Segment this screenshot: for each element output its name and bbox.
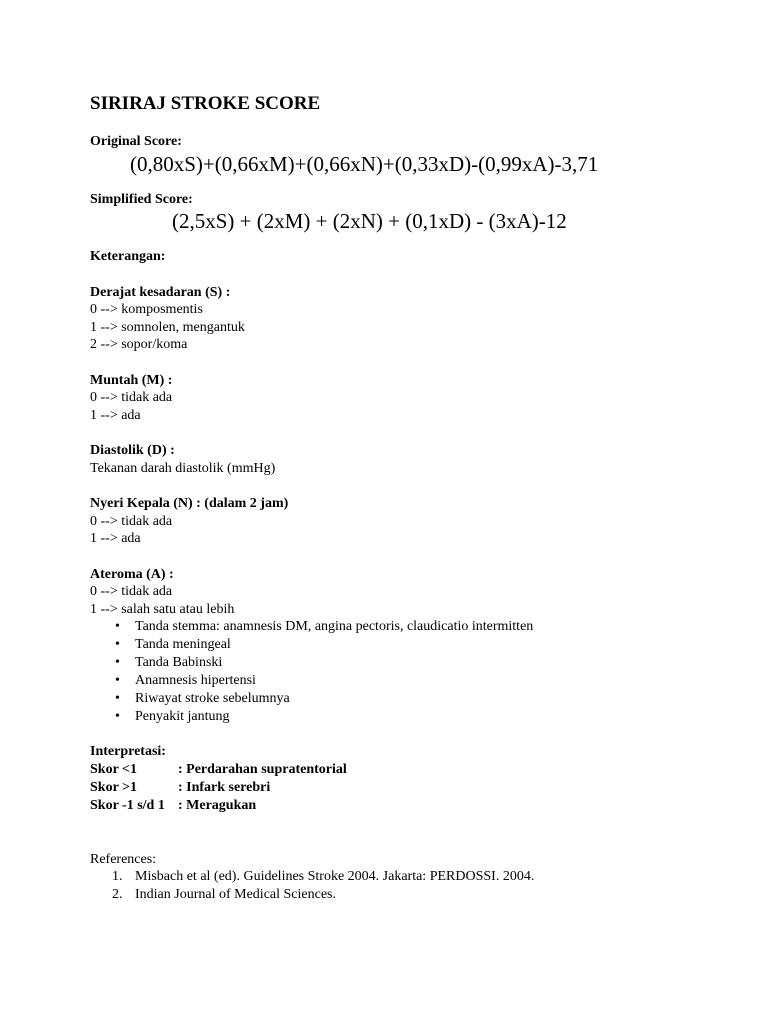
muntah-item: 1 --> ada — [90, 407, 141, 423]
original-score-formula: (0,80xS)+(0,66xM)+(0,66xN)+(0,33xD)-(0,99xA)-3,71 — [130, 151, 599, 176]
ateroma-item: 1 --> salah satu atau lebih — [90, 601, 235, 617]
section-diastolik — [90, 442, 730, 477]
simplified-score-label: Simplified Score: — [90, 191, 193, 207]
diastolik-label: Diastolik (D) : — [90, 443, 175, 458]
bullet-icon: • — [115, 672, 120, 688]
ateroma-item: 0 --> tidak ada — [90, 584, 173, 599]
bullet-list-item — [90, 654, 730, 672]
section-ateroma — [90, 566, 730, 726]
section-nyeri-kepala — [90, 495, 730, 548]
reference-item — [90, 886, 730, 904]
section-interpretasi — [90, 743, 730, 815]
bullet-icon: • — [115, 619, 120, 634]
derajat-item: 2 --> sopor/koma — [90, 337, 188, 352]
nyeri-label: Nyeri Kepala (N) : (dalam 2 jam) — [90, 496, 289, 511]
bullet-icon: • — [115, 636, 120, 652]
bullet-icon: • — [115, 690, 120, 706]
nyeri-item: 1 --> ada — [90, 531, 141, 546]
bullet-list-item — [90, 708, 730, 726]
bullet-icon: • — [115, 708, 120, 724]
ateroma-bullet-list — [90, 618, 730, 725]
references-list — [90, 868, 730, 904]
bullet-icon: • — [115, 654, 120, 670]
bullet-text: Tanda stemma: anamnesis DM, angina pectoris, claudicatio intermitten — [135, 619, 534, 634]
section-derajat-kesadaran — [90, 284, 730, 354]
interpretasi-row — [90, 761, 730, 779]
bullet-list-item — [90, 618, 730, 636]
bullet-list-item — [90, 636, 730, 654]
bullet-text: Tanda meningeal — [135, 636, 231, 652]
bullet-list-item — [90, 672, 730, 690]
bullet-text: Tanda Babinski — [135, 654, 223, 670]
keterangan-heading: Keterangan: — [90, 249, 166, 264]
skor-range: Skor -1 s/d 1 — [90, 797, 165, 813]
reference-number: 1. — [112, 869, 123, 885]
bullet-text: Anamnesis hipertensi — [135, 672, 256, 688]
document-page — [90, 92, 730, 904]
references-label: References: — [90, 851, 157, 867]
skor-result: : Perdarahan supratentorial — [178, 761, 347, 777]
section-muntah — [90, 372, 730, 425]
reference-text: Indian Journal of Medical Sciences. — [135, 887, 336, 903]
interpretasi-row — [90, 779, 730, 797]
muntah-item: 0 --> tidak ada — [90, 390, 173, 405]
skor-range: Skor <1 — [90, 761, 138, 777]
nyeri-item: 0 --> tidak ada — [90, 513, 173, 529]
interpretasi-label: Interpretasi: — [90, 744, 166, 760]
derajat-label: Derajat kesadaran (S) : — [90, 284, 231, 300]
bullet-list-item — [90, 690, 730, 708]
bullet-text: Penyakit jantung — [135, 708, 230, 724]
skor-result: : Infark serebri — [178, 779, 271, 795]
diastolik-item: Tekanan darah diastolik (mmHg) — [90, 460, 276, 476]
bullet-text: Riwayat stroke sebelumnya — [135, 690, 290, 706]
derajat-item: 0 --> komposmentis — [90, 302, 203, 317]
derajat-item: 1 --> somnolen, mengantuk — [90, 319, 245, 335]
skor-range: Skor >1 — [90, 779, 138, 795]
skor-result: : Meragukan — [178, 797, 257, 813]
original-score-label: Original Score: — [90, 134, 182, 149]
reference-number: 2. — [112, 887, 123, 903]
reference-text: Misbach et al (ed). Guidelines Stroke 2004. Jakarta: PERDOSSI. 2004. — [135, 869, 535, 885]
reference-item — [90, 868, 730, 886]
simplified-score-formula: (2,5xS) + (2xM) + (2xN) + (0,1xD) - (3xA)-12 — [172, 209, 567, 233]
interpretasi-row — [90, 797, 730, 815]
muntah-label: Muntah (M) : — [90, 372, 173, 388]
section-references — [90, 851, 730, 905]
ateroma-label: Ateroma (A) : — [90, 566, 174, 582]
document-title: SIRIRAJ STROKE SCORE — [90, 93, 321, 114]
